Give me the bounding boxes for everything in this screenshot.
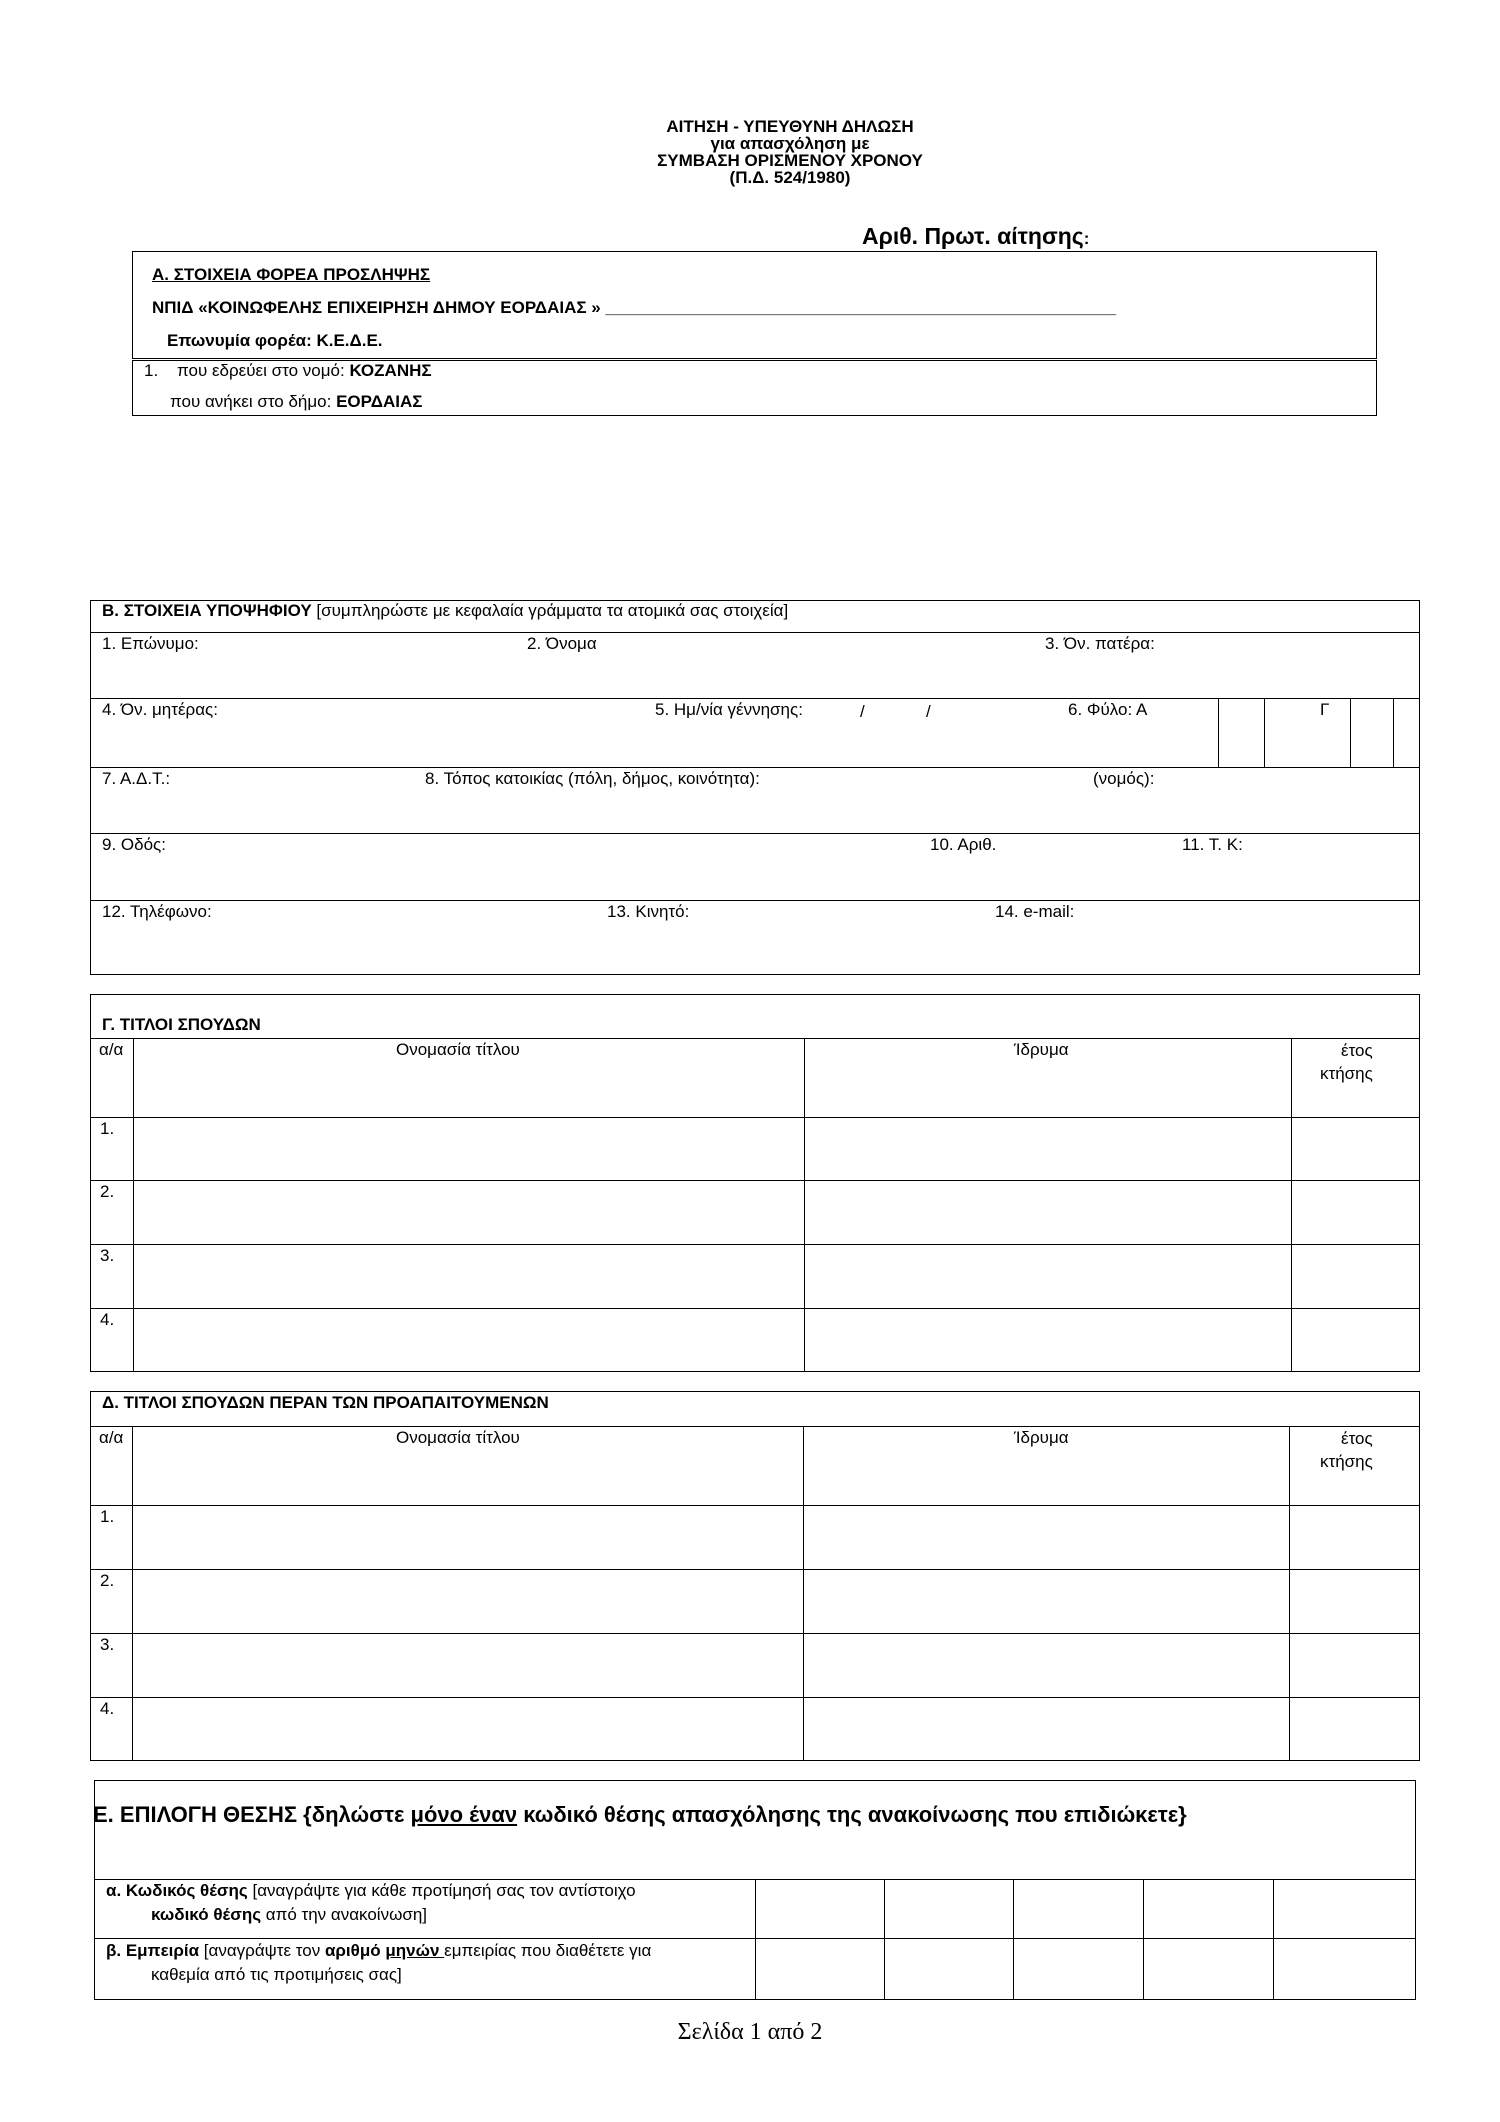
residence-prefecture-field[interactable]: (νομός): (1093, 769, 1155, 788)
column-header-title: Ονομασία τίτλου (396, 1428, 520, 1447)
birth-date-separator: / (860, 702, 865, 721)
id-card-field[interactable]: 7. Α.Δ.Τ.: (102, 769, 171, 788)
column-header-institution: Ίδρυμα (1014, 1040, 1069, 1059)
protocol-number-label: Αριθ. Πρωτ. αίτησης: (862, 223, 1090, 249)
table-row-number: 4. (100, 1699, 115, 1718)
surname-field[interactable]: 1. Επώνυμο: (102, 634, 199, 653)
table-row-number: 1. (100, 1119, 115, 1138)
gender-female-label: Γ (1320, 700, 1330, 719)
residence-field[interactable]: 8. Τόπος κατοικίας (πόλη, δήμος, κοινότητα): (425, 769, 760, 788)
column-header-year: έτος (1341, 1041, 1373, 1060)
postal-code-field[interactable]: 11. Τ. Κ: (1182, 835, 1243, 854)
experience-cell-5[interactable] (1274, 1939, 1414, 1999)
position-code-cell-1[interactable] (756, 1880, 883, 1937)
table-row-number: 1. (100, 1507, 115, 1526)
municipality-line: που ανήκει στο δήμο: ΕΟΡΔΑΙΑΣ (170, 392, 423, 411)
employer-entity-line: ΝΠΙΔ «ΚΟΙΝΩΦΕΛΗΣ ΕΠΙΧΕΙΡΗΣΗ ΔΗΜΟΥ ΕΟΡΔΑΙΑΣ » ______________________________________________________ (152, 298, 1117, 317)
street-field[interactable]: 9. Οδός: (102, 835, 166, 854)
title-line-2: για απασχόληση με (710, 134, 870, 153)
column-header-aa: α/α (99, 1428, 124, 1447)
section-d-box (90, 1391, 1420, 1761)
experience-cell-4[interactable] (1144, 1939, 1272, 1999)
location-item-number: 1. (144, 361, 159, 380)
experience-label: β. Εμπειρία [αναγράψτε τον αριθμό μηνών εμπειρίας που διαθέτετε για (106, 1941, 652, 1960)
column-header-year: κτήσης (1320, 1452, 1373, 1471)
position-code-cell-3[interactable] (1014, 1880, 1142, 1937)
gender-male-checkbox[interactable] (1219, 699, 1263, 766)
column-header-aa: α/α (99, 1040, 124, 1059)
section-b-title: Β. ΣΤΟΙΧΕΙΑ ΥΠΟΨΗΦΙΟΥ [συμπληρώστε με κεφαλαία γράμματα τα ατομικά σας στοιχεία] (102, 601, 789, 620)
section-c-box (90, 994, 1420, 1372)
table-row-number: 2. (100, 1182, 115, 1201)
column-header-year: έτος (1341, 1429, 1373, 1448)
section-d-title: Δ. ΤΙΤΛΟΙ ΣΠΟΥΔΩΝ ΠΕΡΑΝ ΤΩΝ ΠΡΟΑΠΑΙΤΟΥΜΕΝΩΝ (102, 1393, 549, 1412)
page-number: Σελίδα 1 από 2 (677, 2019, 823, 2045)
title-line-3: ΣΥΜΒΑΣΗ ΟΡΙΣΜΕΝΟΥ ΧΡΟΝΟΥ (657, 151, 923, 170)
first-name-field[interactable]: 2. Όνομα (527, 634, 597, 653)
employer-name: Επωνυμία φορέα: Κ.Ε.Δ.Ε. (167, 331, 383, 350)
position-code-cell-4[interactable] (1144, 1880, 1272, 1937)
experience-cell-1[interactable] (756, 1939, 883, 1999)
table-row-number: 3. (100, 1246, 115, 1265)
birth-date-separator: / (926, 702, 931, 721)
birth-date-field[interactable]: 5. Ημ/νία γέννησης: (655, 700, 803, 719)
mother-name-field[interactable]: 4. Όν. μητέρας: (102, 700, 218, 719)
table-row-number: 4. (100, 1310, 115, 1329)
position-code-cell-5[interactable] (1274, 1880, 1414, 1937)
column-header-year: κτήσης (1320, 1064, 1373, 1083)
prefecture-line: που εδρεύει στο νομό: ΚΟΖΑΝΗΣ (177, 361, 432, 380)
column-header-institution: Ίδρυμα (1014, 1428, 1069, 1447)
position-code-cell-2[interactable] (885, 1880, 1012, 1937)
street-number-field[interactable]: 10. Αριθ. (930, 835, 997, 854)
title-line-1: ΑΙΤΗΣΗ - ΥΠΕΥΘΥΝΗ ΔΗΛΩΣΗ (666, 117, 914, 136)
section-e-title: Ε. ΕΠΙΛΟΓΗ ΘΕΣΗΣ {δηλώστε μόνο έναν κωδικό θέσης απασχόλησης της ανακοίνωσης που επιδιώκετε} (93, 1802, 1187, 1827)
position-code-label: α. Κωδικός θέσης [αναγράψτε για κάθε προτίμησή σας τον αντίστοιχο (106, 1881, 636, 1900)
gender-female-checkbox[interactable] (1351, 699, 1392, 766)
document-title (500, 118, 1080, 186)
father-name-field[interactable]: 3. Όν. πατέρα: (1045, 634, 1155, 653)
section-a-title: Α. ΣΤΟΙΧΕΙΑ ΦΟΡΕΑ ΠΡΟΣΛΗΨΗΣ (152, 265, 431, 284)
experience-cell-2[interactable] (885, 1939, 1012, 1999)
gender-male-label: 6. Φύλο: Α (1068, 700, 1148, 719)
email-field[interactable]: 14. e-mail: (995, 902, 1075, 921)
section-c-title: Γ. ΤΙΤΛΟΙ ΣΠΟΥΔΩΝ (102, 1015, 261, 1034)
experience-cell-3[interactable] (1014, 1939, 1142, 1999)
table-row-number: 2. (100, 1571, 115, 1590)
column-header-title: Ονομασία τίτλου (396, 1040, 520, 1059)
table-row-number: 3. (100, 1635, 115, 1654)
mobile-field[interactable]: 13. Κινητό: (607, 902, 690, 921)
phone-field[interactable]: 12. Τηλέφωνο: (102, 902, 212, 921)
experience-label: καθεμία από τις προτιμήσεις σας] (151, 1965, 402, 1984)
position-code-label: κωδικό θέσης από την ανακοίνωση] (151, 1905, 428, 1924)
title-line-4: (Π.Δ. 524/1980) (729, 168, 851, 187)
